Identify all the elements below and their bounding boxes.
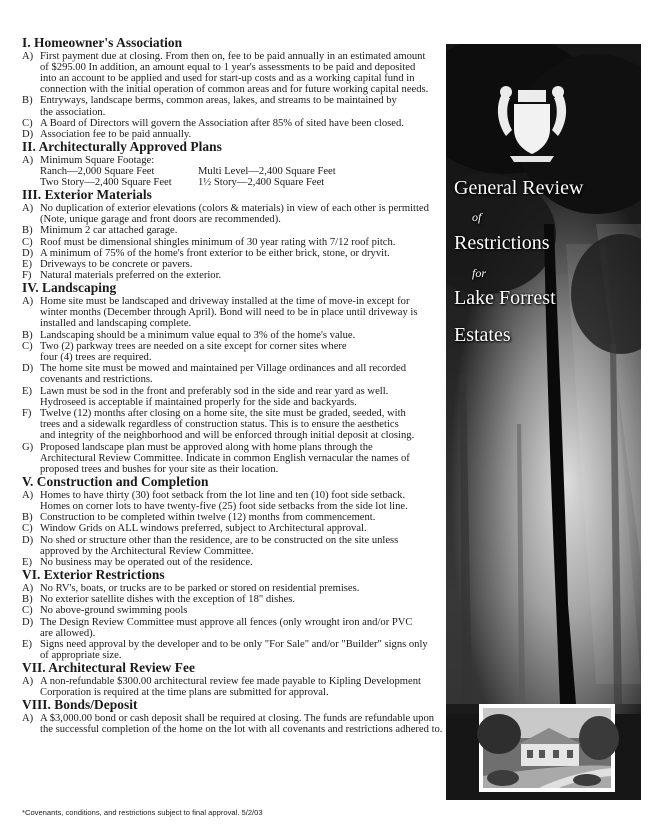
list-item	[22, 442, 442, 476]
section-heading: VIII. Bonds/Deposit	[22, 697, 138, 713]
item-text-line: Entryways, landscape berms, common areas, lakes, and streams to be maintained by	[40, 95, 397, 107]
item-text-line: winter months (December through April). Bond will need to be in place until driveway is	[40, 307, 418, 319]
item-text-line: Architectural Review Committee. Indicate in common English vernacular the names of	[40, 452, 410, 464]
item-letter: A)	[22, 712, 34, 724]
list-item	[22, 594, 442, 605]
item-text-line: of appropriate size.	[40, 650, 122, 662]
item-text-line: trees and a sidewalk regardless of construction status. This is to ensure the aesthetics	[40, 419, 399, 431]
panel-title-restrictions: Restrictions	[454, 232, 550, 254]
item-text-line: Association fee to be paid annually.	[40, 129, 192, 141]
item-letter: B)	[22, 512, 33, 524]
item-letter: A)	[22, 675, 34, 687]
list-item	[22, 512, 442, 523]
item-text-line: Twelve (12) months after closing on a home site, the site must be graded, seeded, with	[40, 408, 406, 420]
item-letter: A)	[22, 489, 34, 501]
section-heading: VII. Architectural Review Fee	[22, 660, 195, 676]
section-heading: I. Homeowner's Association	[22, 35, 183, 50]
item-text-line: proposed trees and bushes for your site as their location.	[40, 464, 279, 476]
list-item	[22, 408, 442, 442]
list-item	[22, 605, 442, 616]
cover-panel	[446, 44, 641, 800]
item-letter: E)	[22, 385, 32, 397]
item-letter: A)	[22, 296, 34, 308]
section	[22, 36, 442, 140]
square-footage-value: Ranch—2,000 Square Feet	[40, 166, 155, 178]
section	[22, 281, 442, 475]
list-item	[22, 259, 442, 270]
house-photo	[477, 704, 619, 792]
item-text-line: No duplication of exterior elevations (colors & materials) in view of each other is permitted	[40, 203, 429, 215]
item-text-line: The Design Review Committee must approve all fences (only wrought iron and/or PVC	[40, 616, 413, 628]
section	[22, 475, 442, 568]
item-text-line: into an account to be applied and used for start-up costs and as a working capital fund in	[40, 73, 415, 84]
item-text-line: Minimum Square Footage:	[40, 154, 155, 166]
panel-word-of: of	[472, 210, 482, 224]
item-letter: D)	[22, 363, 34, 375]
list-item	[22, 523, 442, 534]
item-text-line: Natural materials preferred on the exterior.	[40, 270, 222, 282]
list-item	[22, 490, 442, 512]
square-footage-value: Multi Level—2,400 Square Feet	[198, 166, 336, 178]
item-letter: F)	[22, 270, 32, 282]
section-heading: VI. Exterior Restrictions	[22, 567, 165, 583]
item-text-line: covenants and restrictions.	[40, 374, 153, 386]
list-item	[22, 676, 442, 698]
item-text-line: Two (2) parkway trees are needed on a site except for corner sites where	[40, 340, 347, 352]
list-item	[22, 237, 442, 248]
item-letter: B)	[22, 225, 33, 237]
item-letter: C)	[22, 236, 33, 248]
item-text-line: are allowed).	[40, 627, 96, 639]
item-text-line: installed and landscaping complete.	[40, 318, 192, 330]
item-text-line: approved by the Architectural Review Committee.	[40, 545, 254, 557]
list-item	[22, 535, 442, 557]
item-text-line: Signs need approval by the developer and to be only "For Sale" and/or "Builder" signs only	[40, 638, 428, 650]
item-letter: B)	[22, 594, 33, 606]
item-text-line: (Note, unique garage and front doors are recommended).	[40, 214, 281, 226]
list-item	[22, 341, 442, 363]
item-text-line: Minimum 2 car attached garage.	[40, 225, 178, 237]
section	[22, 188, 442, 281]
list-item	[22, 203, 442, 225]
section-heading: IV. Landscaping	[22, 280, 117, 296]
item-letter: C)	[22, 340, 33, 352]
list-item	[22, 129, 442, 140]
item-letter: C)	[22, 523, 33, 535]
item-text-line: Driveways to be concrete or pavers.	[40, 259, 193, 271]
list-item	[22, 118, 442, 129]
item-text-line: No business may be operated out of the residence.	[40, 557, 253, 569]
item-letter: A)	[22, 203, 34, 215]
item-text-line: No shed or structure other than the residence, are to be constructed on the site unless	[40, 534, 399, 546]
item-letter: A)	[22, 582, 34, 594]
item-text-line: Lawn must be sod in the front and preferably sod in the side and rear yard as well.	[40, 385, 389, 397]
item-text-line: No RV's, boats, or trucks are to be parked or stored on residential premises.	[40, 582, 360, 594]
list-item	[22, 557, 442, 568]
item-text-line: Hydroseed is acceptable if maintained properly for the side and backyards.	[40, 396, 357, 408]
list-item	[22, 386, 442, 408]
item-text-line: Roof must be dimensional shingles minimum of 30 year rating with 7/12 roof pitch.	[40, 236, 396, 248]
list-item	[22, 155, 442, 166]
section	[22, 661, 442, 698]
item-text-line: Corporation is required at the time plans are submitted for approval.	[40, 687, 329, 699]
item-text-line: A Board of Directors will govern the Association after 85% of sited have been closed.	[40, 117, 404, 129]
item-text-line: Window Grids on ALL windows preferred, subject to Architectural approval.	[40, 523, 367, 535]
restrictions-document	[22, 36, 442, 735]
list-item	[22, 296, 442, 330]
item-text-line: Homes to have thirty (30) foot setback from the lot line and ten (10) foot side setback.	[40, 489, 406, 501]
square-footage-row	[22, 166, 442, 177]
item-letter: D)	[22, 534, 34, 546]
section	[22, 698, 442, 735]
list-item	[22, 330, 442, 341]
item-letter: C)	[22, 117, 33, 129]
item-letter: F)	[22, 408, 32, 420]
section-heading: III. Exterior Materials	[22, 187, 152, 203]
list-item	[22, 270, 442, 281]
item-text-line: the association.	[40, 106, 106, 118]
list-item	[22, 51, 442, 96]
item-letter: E)	[22, 638, 32, 650]
section-heading: II. Architecturally Approved Plans	[22, 139, 222, 155]
item-text-line: No above-ground swimming pools	[40, 605, 188, 617]
list-item	[22, 248, 442, 259]
item-text-line: the successful completion of the home on the lot with all covenants and restrictions adhered to.	[40, 724, 443, 736]
item-text-line: A $3,000.00 bond or cash deposit shall be required at closing. The funds are refundable upon	[40, 712, 435, 724]
item-text-line: Home site must be landscaped and driveway installed at the time of move-in except for	[40, 296, 410, 308]
section-heading: V. Construction and Completion	[22, 474, 209, 490]
item-text-line: four (4) trees are required.	[40, 352, 152, 364]
list-item	[22, 363, 442, 385]
panel-title-general-review: General Review	[454, 177, 584, 199]
item-letter: B)	[22, 329, 33, 341]
item-text-line: A minimum of 75% of the home's front exterior to be either brick, stone, or dryvit.	[40, 247, 390, 259]
panel-word-for: for	[472, 266, 487, 280]
item-letter: B)	[22, 95, 33, 107]
list-item	[22, 95, 442, 117]
item-text-line: The home site must be mowed and maintained per Village ordinances and all recorded	[40, 363, 407, 375]
item-letter: D)	[22, 616, 34, 628]
item-text-line: Proposed landscape plan must be approved along with home plans through the	[40, 441, 373, 453]
item-text-line: connection with the initial operation of common areas and for future working capital needs.	[40, 84, 429, 96]
list-item	[22, 639, 442, 661]
item-letter: E)	[22, 557, 32, 569]
section	[22, 140, 442, 188]
square-footage-value: Two Story—2,400 Square Feet	[40, 177, 172, 189]
item-text-line: A non-refundable $300.00 architectural review fee made payable to Kipling Development	[40, 675, 421, 687]
square-footage-value: 1½ Story—2,400 Square Feet	[198, 177, 325, 189]
item-text-line: Landscaping should be a minimum value equal to 3% of the home's value.	[40, 329, 356, 341]
forest-photo	[446, 44, 641, 800]
item-letter: A)	[22, 50, 34, 62]
footer-note: *Covenants, conditions, and restrictions subject to final approval. 5/2/03	[22, 808, 263, 817]
list-item	[22, 617, 442, 639]
item-text-line: and integrity of the neighborhood and will be enforced through initial deposit at closing.	[40, 430, 415, 442]
item-text-line: No exterior satellite dishes with the exception of 18" dishes.	[40, 594, 295, 606]
item-letter: E)	[22, 259, 32, 271]
item-letter: C)	[22, 605, 33, 617]
panel-title-lake-forrest: Lake Forrest	[454, 287, 556, 309]
section	[22, 568, 442, 661]
list-item	[22, 583, 442, 594]
item-letter: D)	[22, 247, 34, 259]
list-item	[22, 225, 442, 236]
item-text-line: First payment due at closing. From then on, fee to be paid annually in an estimated amount	[40, 50, 426, 62]
list-item	[22, 713, 442, 735]
item-letter: A)	[22, 154, 34, 166]
panel-title-estates: Estates	[454, 324, 511, 346]
item-text-line: of $295.00 In addition, an amount equal to 1 year's assessments to be paid and deposited	[40, 61, 416, 73]
item-text-line: Homes on corner lots to have twenty-five (25) foot side setbacks from the side lot line.	[40, 501, 408, 513]
item-letter: G)	[22, 441, 34, 453]
item-text-line: Construction to be completed within twelve (12) months from commencement.	[40, 512, 376, 524]
item-letter: D)	[22, 129, 34, 141]
